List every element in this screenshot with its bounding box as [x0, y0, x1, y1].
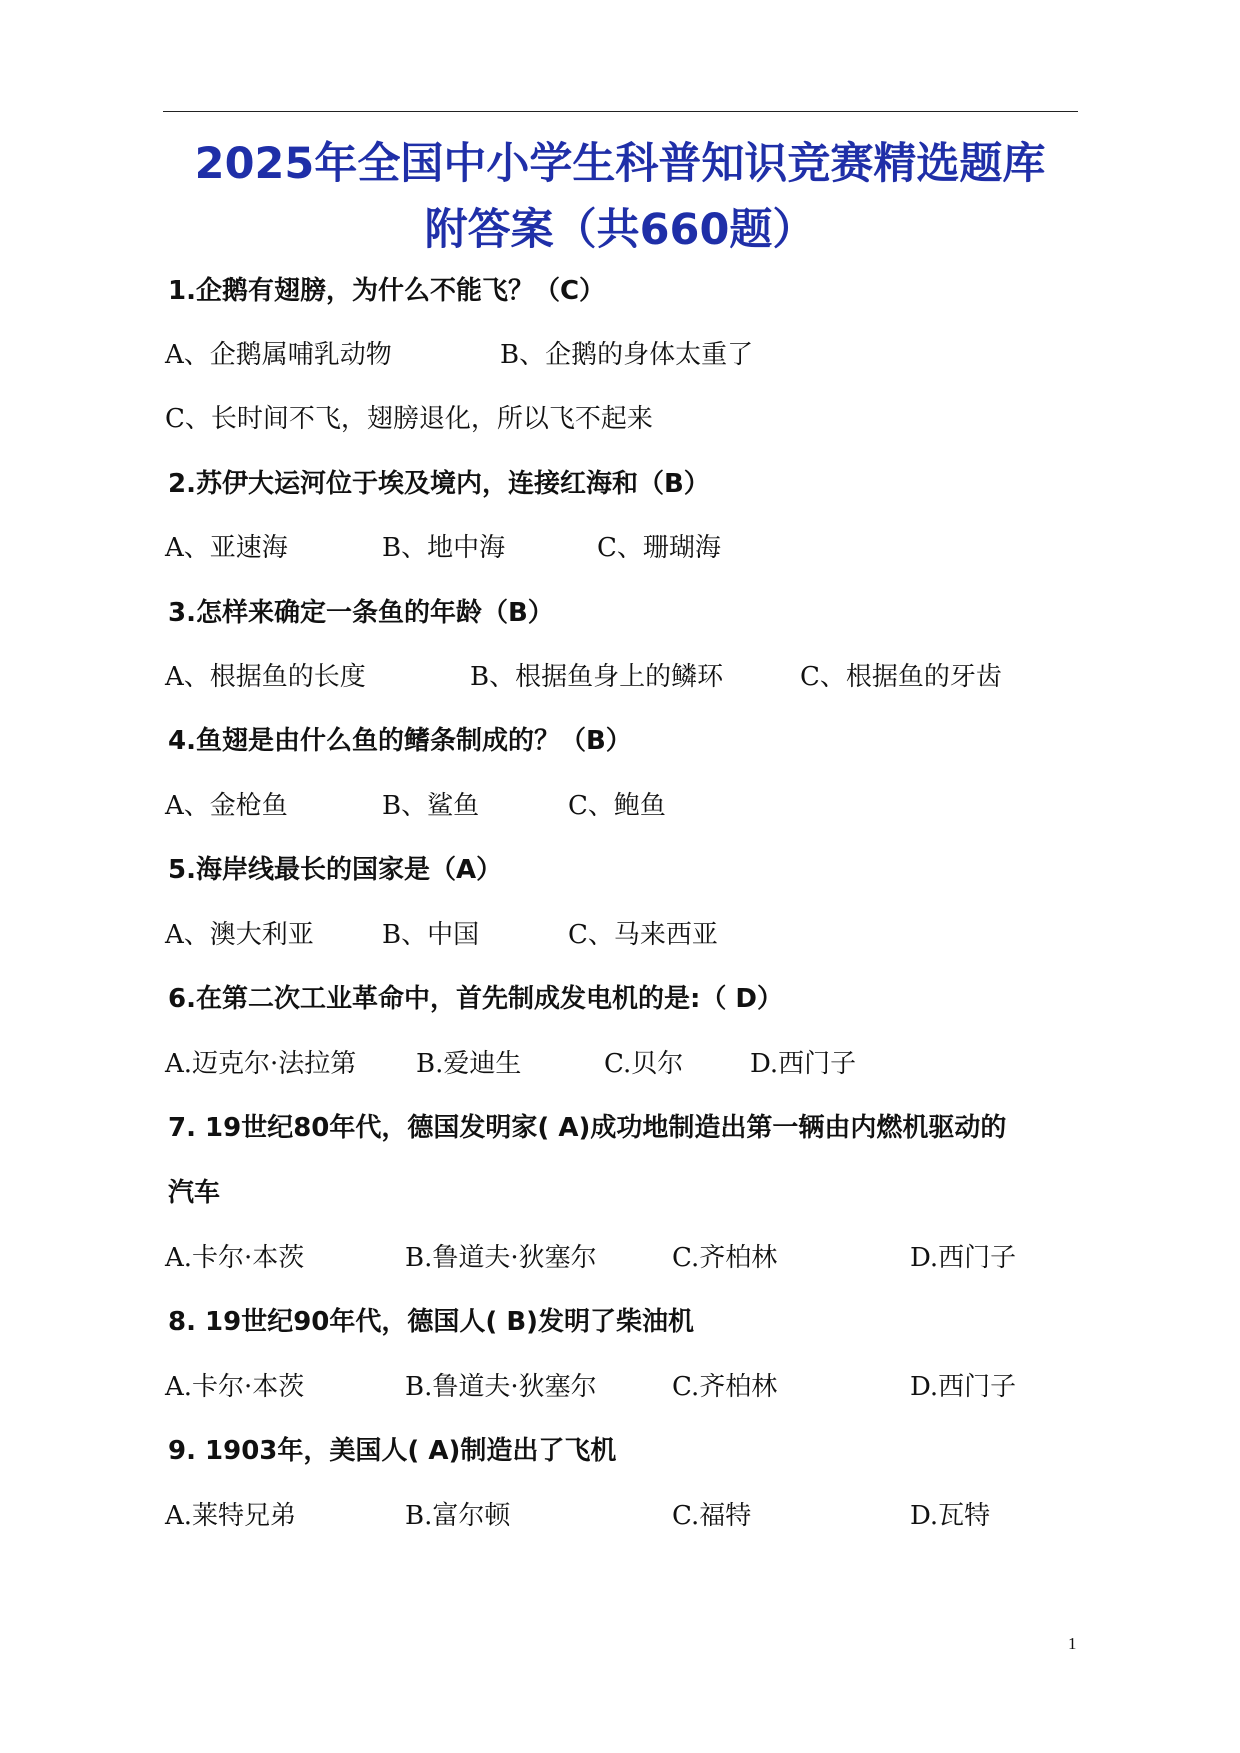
- question-4-option-b: B、鲨鱼: [382, 791, 480, 821]
- question-8-option-c: C.齐柏林: [672, 1372, 778, 1402]
- question-6: 6.在第二次工业革命中，首先制成发电机的是:（ D）: [168, 984, 783, 1014]
- question-2-option-b: B、地中海: [382, 533, 506, 563]
- question-8-option-a: A.卡尔·本茨: [165, 1372, 305, 1402]
- question-8-option-d: D.西门子: [910, 1372, 1017, 1402]
- question-5-option-a: A、澳大利亚: [165, 920, 314, 950]
- question-5-option-c: C、马来西亚: [568, 920, 718, 950]
- question-1-option-c: C、长时间不飞，翅膀退化，所以飞不起来: [165, 404, 653, 434]
- question-9-option-d: D.瓦特: [910, 1501, 991, 1531]
- page-title-line1: 2025年全国中小学生科普知识竞赛精选题库: [194, 139, 1046, 189]
- question-4-option-c: C、鲍鱼: [568, 791, 666, 821]
- question-9-option-b: B.富尔顿: [405, 1501, 511, 1531]
- page-number: 1: [1068, 1634, 1077, 1653]
- question-3-option-a: A、根据鱼的长度: [165, 662, 366, 692]
- question-1-option-a: A、企鹅属哺乳动物: [165, 340, 392, 370]
- question-5-option-b: B、中国: [382, 920, 480, 950]
- question-6-option-d: D.西门子: [750, 1049, 857, 1079]
- question-7-option-b: B.鲁道夫·狄塞尔: [405, 1243, 597, 1273]
- question-6-option-c: C.贝尔: [604, 1049, 684, 1079]
- question-3: 3.怎样来确定一条鱼的年龄（B）: [168, 598, 554, 628]
- question-4: 4.鱼翅是由什么鱼的鳍条制成的？（B）: [168, 726, 632, 756]
- question-8: 8. 19世纪90年代，德国人( B)发明了柴油机: [168, 1307, 695, 1337]
- question-9: 9. 1903年，美国人( A)制造出了飞机: [168, 1436, 617, 1466]
- question-1: 1.企鹅有翅膀，为什么不能飞？（C）: [168, 276, 606, 306]
- page-title-line2: 附答案（共660题）: [424, 205, 816, 255]
- question-7-continued: 汽车: [168, 1178, 221, 1208]
- question-7-option-c: C.齐柏林: [672, 1243, 778, 1273]
- question-4-option-a: A、金枪鱼: [165, 791, 288, 821]
- question-9-option-a: A.莱特兄弟: [165, 1501, 297, 1531]
- header-rule: [163, 111, 1078, 112]
- question-9-option-c: C.福特: [672, 1501, 752, 1531]
- question-6-option-a: A.迈克尔·法拉第: [165, 1049, 357, 1079]
- question-7: 7. 19世纪80年代，德国发明家( A)成功地制造出第一辆由内燃机驱动的: [168, 1113, 1007, 1143]
- question-3-option-b: B、根据鱼身上的鳞环: [470, 662, 724, 692]
- question-5: 5.海岸线最长的国家是（A）: [168, 855, 503, 885]
- question-2: 2.苏伊大运河位于埃及境内，连接红海和（B）: [168, 469, 710, 499]
- question-3-option-c: C、根据鱼的牙齿: [800, 662, 1002, 692]
- question-7-option-d: D.西门子: [910, 1243, 1017, 1273]
- question-7-option-a: A.卡尔·本茨: [165, 1243, 305, 1273]
- question-1-option-b: B、企鹅的身体太重了: [500, 340, 754, 370]
- question-6-option-b: B.爱迪生: [416, 1049, 522, 1079]
- question-2-option-c: C、珊瑚海: [597, 533, 721, 563]
- question-8-option-b: B.鲁道夫·狄塞尔: [405, 1372, 597, 1402]
- question-2-option-a: A、亚速海: [165, 533, 288, 563]
